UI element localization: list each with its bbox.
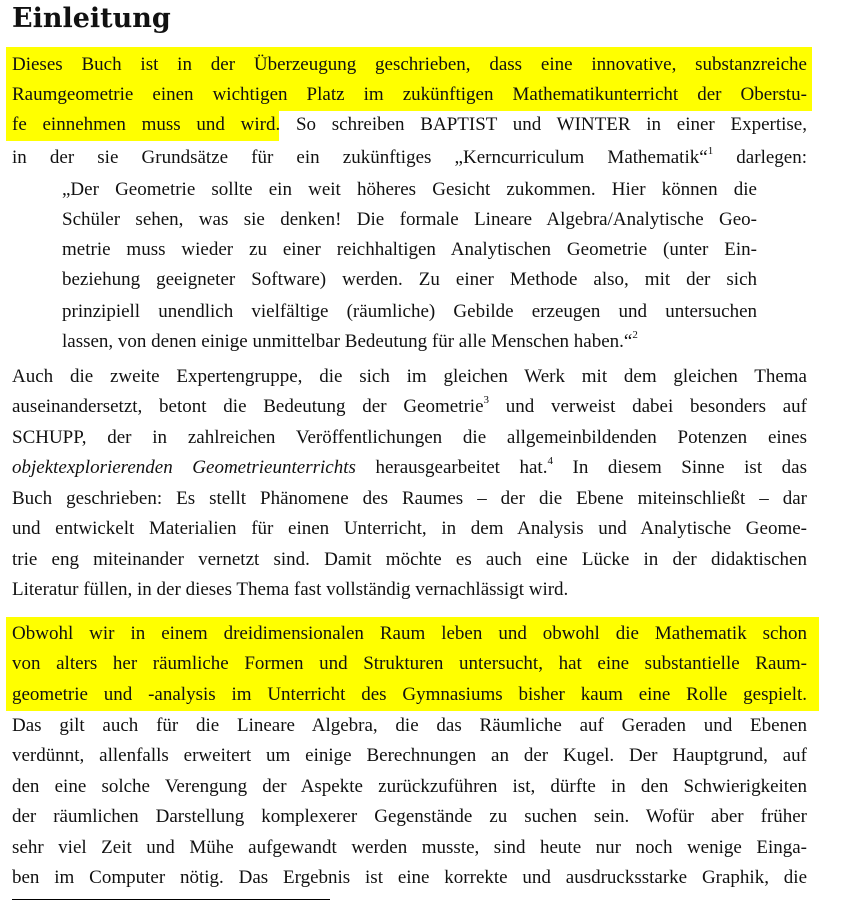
p2-line-7: trie eng miteinander vernetzt sind. Damit möchte es auch eine Lücke in der didaktischen (12, 549, 807, 570)
quote-line-6: lassen, von denen einige unmittelbar Bedeutung für alle Menschen haben.“$^2$ (62, 328, 638, 352)
p1-line-1: Dieses Buch ist in der Überzeugung geschrieben, dass eine innovative, substanzreiche (12, 54, 807, 75)
p3-line-7: der räumlichen Darstellung komplexerer Gegenstände zu suchen sein. Wofür aber früher (12, 806, 807, 827)
p1-line-3: fe einnehmen muss und wird. So schreiben BAPTIST und WINTER in einer Expertise, (12, 114, 807, 135)
p2-line-1: Auch die zweite Expertengruppe, die sich im gleichen Werk mit dem gleichen Thema (12, 366, 807, 387)
footnote-marker: 1 (707, 144, 714, 157)
p3-line-3: geometrie und -analysis im Unterricht des Gymnasiums bisher kaum eine Rolle gespielt. (12, 684, 807, 705)
highlighted-text: fe einnehmen muss und wird. (12, 114, 281, 135)
quote-line-4: beziehung geeigneter Software) werden. Zu einer Methode also, mit der sich (62, 269, 757, 290)
quote-line-2: Schüler sehen, was sie denken! Die formale Lineare Algebra/Analytische Geo- (62, 209, 757, 230)
footnote-marker: 3 (483, 393, 489, 406)
p1-line-2: Raumgeometrie einen wichtigen Platz im zukünftigen Mathematikunterricht der Oberstu- (12, 84, 807, 105)
quote-line-5: prinzipiell unendlich vielfältige (räumliche) Gebilde erzeugen und untersuchen (62, 301, 757, 322)
p3-line-4: Das gilt auch für die Lineare Algebra, die das Räumliche auf Geraden und Ebenen (12, 715, 807, 736)
p3-line-2: von alters her räumliche Formen und Strukturen untersucht, hat eine substantielle Raum- (12, 653, 807, 674)
p3-line-8: sehr viel Zeit und Mühe aufgewandt werden musste, sind heute nur noch wenige Einga- (12, 837, 807, 858)
footnote-marker: 2 (632, 328, 638, 341)
p3-line-6: den eine solche Verengung der Aspekte zurückzuführen ist, dürfte in den Schwierigkeiten (12, 776, 807, 797)
p2-line-6: und entwickelt Materialien für einen Unterricht, in dem Analysis und Analytische Geome- (12, 518, 807, 539)
footnote-marker: 4 (547, 454, 553, 467)
quote-line-1: „Der Geometrie sollte ein weit höheres Gesicht zukommen. Hier können die (62, 179, 757, 200)
p2-line-3: SCHUPP, der in zahlreichen Veröffentlichungen die allgemeinbildenden Potenzen eines (12, 427, 807, 448)
p1-line-4: in der sie Grundsätze für ein zukünftiges „Kerncurriculum Mathematik“$^1$ darlegen: (12, 144, 807, 168)
p2-line-5: Buch geschrieben: Es stellt Phänomene des Raumes – der die Ebene miteinschließt – dar (12, 488, 807, 509)
p3-line-1: Obwohl wir in einem dreidimensionalen Raum leben und obwohl die Mathematik schon (12, 623, 807, 644)
footnote-rule (12, 899, 330, 900)
quote-line-3: metrie muss wieder zu einer reichhaltigen Analytischen Geometrie (unter Ein- (62, 239, 757, 260)
p2-line-8: Literatur füllen, in der dieses Thema fast vollständig vernachlässigt wird. (12, 579, 569, 600)
p2-line-2: auseinandersetzt, betont die Bedeutung der Geometrie$^3$ und verweist dabei besonders auf (12, 393, 807, 417)
p2-line-4: objektexplorierenden Geometrieunterrichts herausgearbeitet hat.$^4$ In diesem Sinne ist das (12, 454, 807, 478)
emphasis-text: objektexplorierenden Geometrieunterrichts (12, 457, 356, 478)
p3-line-5: verdünnt, allenfalls erweitert um einige Berechnungen an der Kugel. Der Hauptgrund, auf (12, 745, 807, 766)
section-heading: Einleitung (12, 3, 171, 34)
p3-line-9: ben im Computer nötig. Das Ergebnis ist eine korrekte und ausdrucksstarke Graphik, die (12, 867, 807, 888)
